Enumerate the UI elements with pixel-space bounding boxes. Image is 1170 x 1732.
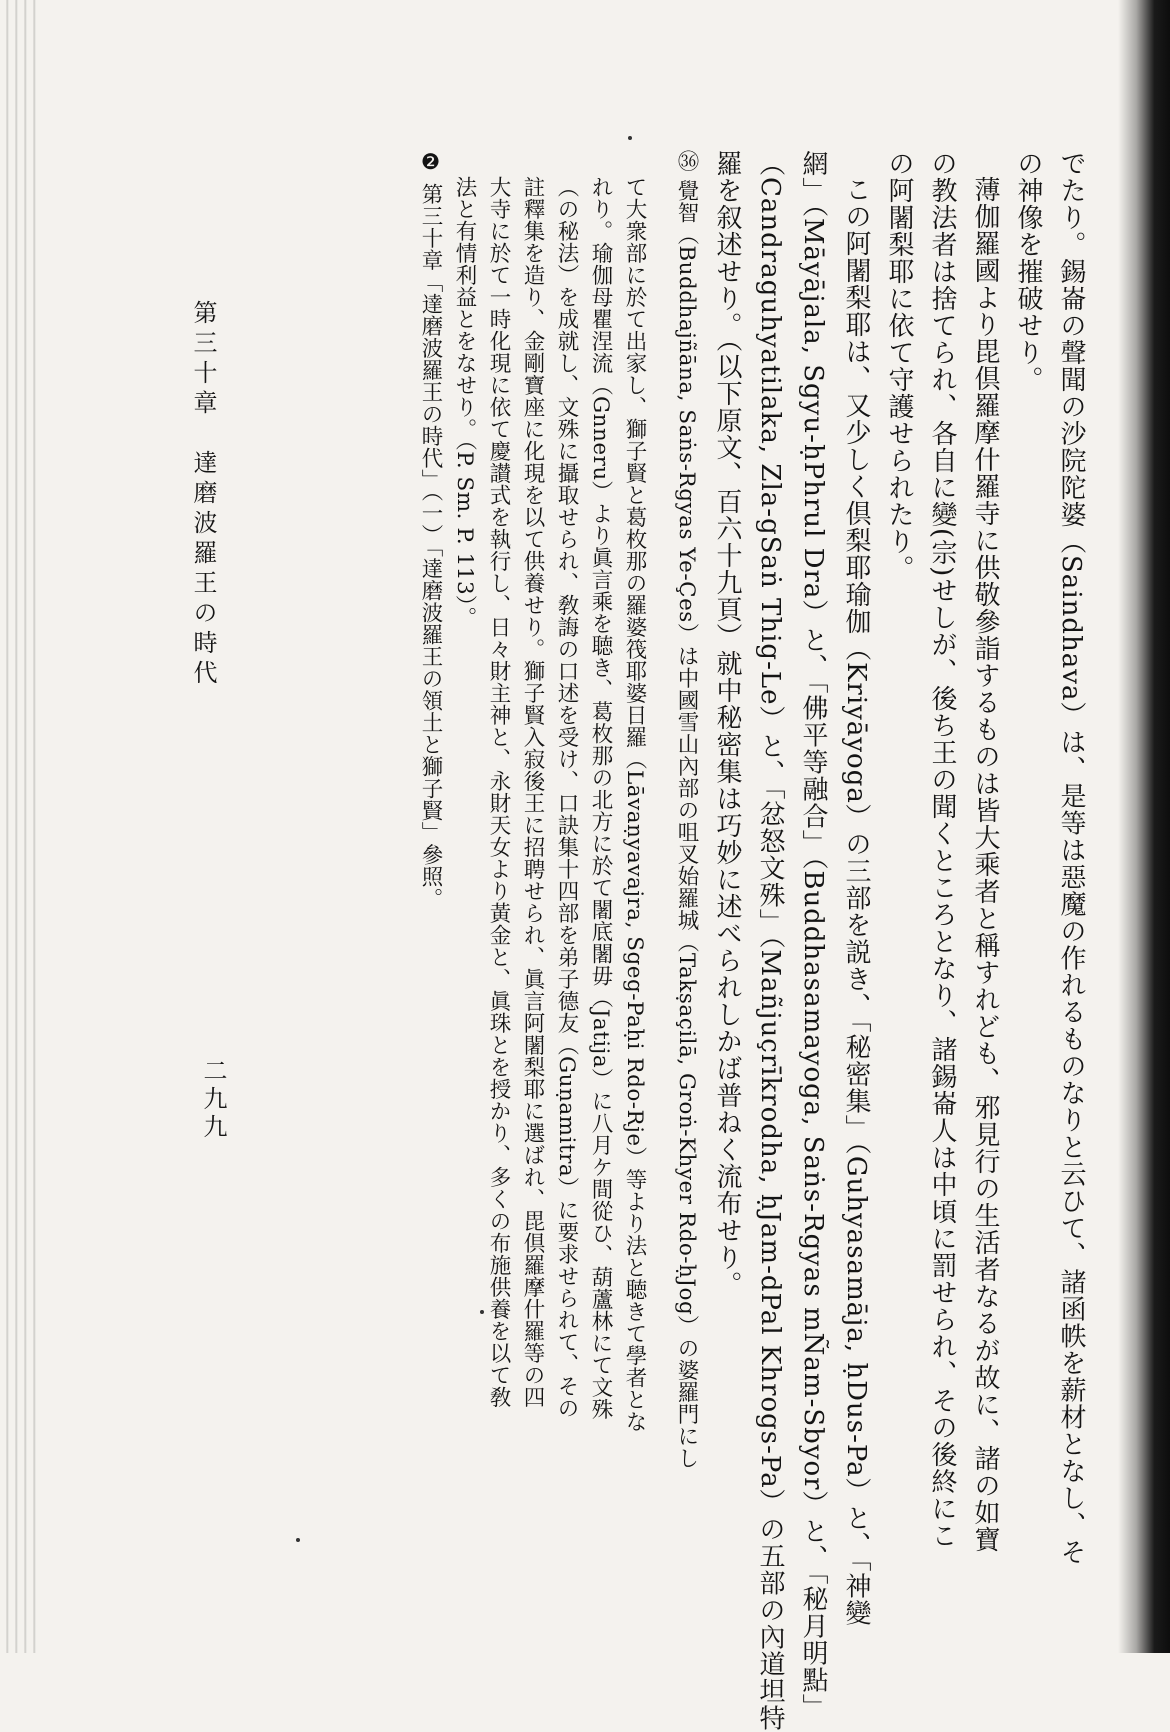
footnote-line: （の秘法）を成就し、文殊に攝取せられ、敎誨の口述を受け、口訣集十四部を弟子德友（Guṇamitra）に要求せられて、その bbox=[554, 176, 579, 1420]
text-line: の阿闍梨耶に依て守護せられたり。 bbox=[884, 150, 914, 582]
text-line: この阿闍梨耶は、又少しく倶梨耶瑜伽（Kriyāyoga）の三部を説き、「秘密集」（Guhyasamāja, ḥDus-Pa）と、「神變 bbox=[841, 176, 871, 1627]
footnote-line: れり。瑜伽母瞿涅流（Gnneru）より眞言乘を聴き、葛枚那の北方に於て闍底闍毋（Jatija）に八月ケ間從ひ、葫蘆林にて文殊 bbox=[588, 176, 613, 1421]
text-line: でたり。錫崙の聲聞の沙院陀婆（Saindhava）は、是等は惡魔の作れるものなりと云ひて、諸函帙を薪材となし、そ bbox=[1056, 150, 1086, 1566]
text-line: （Candraguhyatilaka, Zla-gSaṅ Thig-Le）と、「忿怒文殊」（Mañjuçrīkrodha, ḥJam-dPal Khrogs-Pa）の五部の內道坦特 bbox=[755, 150, 785, 1732]
page-body bbox=[190, 150, 1090, 1732]
scan-speck bbox=[628, 136, 632, 140]
footnote-line: 法と有情利益とをなせり。（P. Sm. P. 113）。 bbox=[452, 176, 477, 629]
footnote-line: ❷ 第三十章「達磨波羅王の時代」（一）「達磨波羅王の領土と獅子賢」參照。 bbox=[418, 150, 443, 910]
text-line: 薄伽羅國より毘倶羅摩什羅寺に供敬參詣するものは皆大乘者と稱すれども、邪見行の生活者なるが故に、諸の如寶 bbox=[970, 176, 1000, 1553]
text-line: 網」（Māyājala, Sgyu-ḥPhrul Dra）と、「佛平等融合」（Buddhasamayoga, Saṅs-Rgyas mÑam-Sbyor）と、「秘月明點」 bbox=[798, 150, 828, 1721]
text-line: の教法者は捨てられ、各自に變(宗)せしが、後ち王の聞くところとなり、諸錫崙人は中頃に罰せられ、その後終にこ bbox=[927, 150, 957, 1550]
footnote-line: ㊱ 覺智（Buddhajñāna, Saṅs-Rgyas Ye-Çes）は中國雪山內部の咀叉始羅城（Takṣaçilā, Groṅ-Khyer Rdo-ḥJog）の婆羅門にし bbox=[674, 150, 699, 1470]
scan-edge-left bbox=[0, 0, 40, 1653]
book-spine-shadow bbox=[1118, 0, 1170, 1653]
footnote-line: 大寺に於て一時化現に依て慶讃式を執行し、日々財主神と、永財天女より黃金と、眞珠とを授かり、多くの布施供養を以て敎 bbox=[486, 176, 511, 1408]
text-line: の神像を摧破せり。 bbox=[1013, 150, 1043, 393]
running-head: 第三十章 達磨波羅王の時代 bbox=[189, 300, 217, 690]
text-line: 羅を叙述せり。（以下原文、百六十九頁）就中秘密集は巧妙に述べられしかば普ねく流布せり。 bbox=[712, 150, 742, 1298]
footnote-line: て大衆部に於て出家し、獅子賢と葛枚那の羅婆筏耶婆日羅（Lāvaṇyavajra, Sgeg-Paḥi Rdo-Rje）等より法と聴きて學者とな bbox=[622, 176, 647, 1433]
page-number: 二九九 bbox=[199, 1058, 227, 1142]
footnote-line: 註釋集を造り、金剛寶座に化現を以て供養せり。獅子賢入寂後王に招聘せられ、眞言阿闍梨耶に選ばれ、毘倶羅摩什羅等の四 bbox=[520, 176, 545, 1408]
